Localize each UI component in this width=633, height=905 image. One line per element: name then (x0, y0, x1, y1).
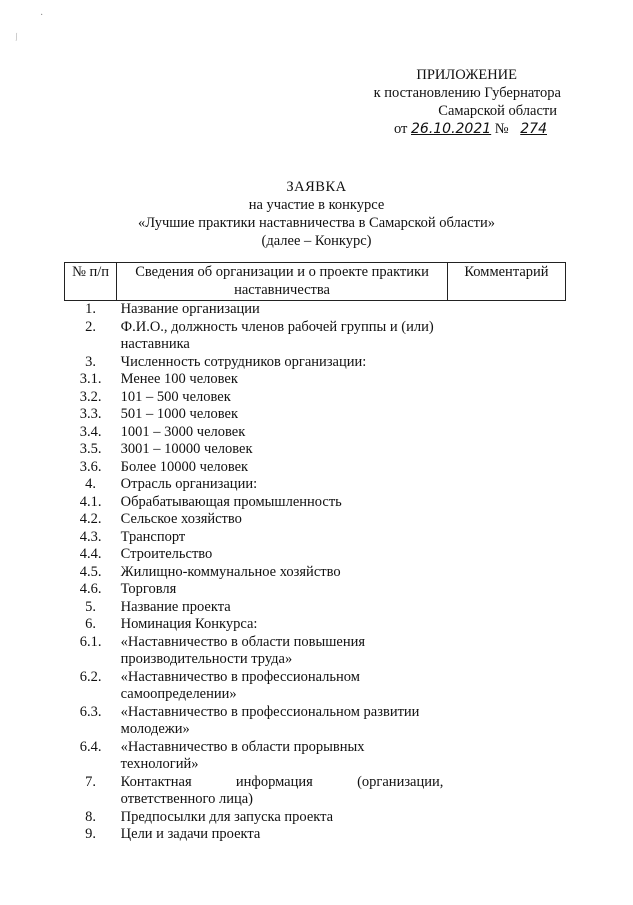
row-comment (447, 476, 565, 494)
row-comment (447, 581, 565, 599)
row-comment (447, 546, 565, 564)
row-text: Торговля (120, 581, 177, 597)
row-text: Более 10000 человек (120, 458, 249, 475)
row-text: Название организации (120, 301, 260, 317)
row-number: 6.3. (79, 703, 102, 720)
row-text: Контактная информация (организации, ответственного лица) (120, 773, 444, 807)
table-row (65, 564, 566, 582)
table-row (65, 704, 566, 739)
row-comment (447, 424, 565, 442)
row-comment (447, 826, 565, 844)
row-number: 3.6. (79, 458, 102, 475)
application-table (64, 262, 566, 844)
table-row (65, 459, 566, 477)
appendix-line-1: к постановлению Губернатора (373, 85, 561, 101)
table-row (65, 319, 566, 354)
row-text: Предпосылки для запуска проекта (120, 808, 334, 825)
table-row (65, 354, 566, 372)
row-comment (447, 459, 565, 477)
table-header-row (65, 263, 566, 301)
row-number: 8. (85, 808, 97, 825)
row-text: Номинация Конкурса: (120, 616, 258, 632)
appendix-line-2: Самарской области (438, 103, 557, 119)
row-number: 2. (85, 318, 97, 335)
table-row (65, 389, 566, 407)
row-number: 4.3. (79, 528, 102, 545)
row-number: 3. (85, 353, 97, 370)
heading-line-3: (далее – Конкурс) (261, 233, 372, 249)
table-body (65, 301, 566, 844)
table-row (65, 809, 566, 827)
handwritten-number: 274 (520, 121, 547, 137)
row-comment (447, 616, 565, 634)
row-text: Жилищно-коммунальное хозяйство (120, 563, 341, 580)
row-number: 6.4. (79, 738, 102, 755)
row-comment (447, 354, 565, 372)
row-text: «Наставничество в области повышения производительности труда» (120, 633, 366, 667)
table-row (65, 739, 566, 774)
row-text: Численность сотрудников организации: (120, 353, 367, 370)
table-row (65, 511, 566, 529)
row-text: Обрабатывающая промышленность (120, 493, 342, 510)
row-comment (447, 406, 565, 424)
row-text: Название проекта (120, 598, 231, 615)
row-text: Менее 100 человек (120, 371, 238, 387)
row-comment (447, 704, 565, 739)
row-number: 3.5. (79, 441, 102, 457)
row-number: 7. (85, 773, 97, 790)
date-prefix: от (393, 121, 408, 137)
row-comment (447, 634, 565, 669)
row-text: «Наставничество в профессиональном развитии молодежи» (120, 703, 420, 737)
row-number: 3.4. (79, 423, 102, 440)
row-comment (447, 494, 565, 512)
scan-mark-pen: ⁄ (13, 32, 21, 43)
row-text: 3001 – 10000 человек (120, 441, 253, 457)
row-number: 4.4. (79, 546, 102, 562)
table-row (65, 581, 566, 599)
row-number: 4.2. (79, 511, 102, 527)
table-row (65, 371, 566, 389)
handwritten-date: 26.10.2021 (411, 121, 492, 137)
header-info: Сведения об организации и о проекте практики наставничества (117, 263, 448, 301)
row-number: 6. (85, 616, 97, 632)
row-comment (447, 809, 565, 827)
row-number: 3.2. (79, 388, 102, 405)
table-row (65, 529, 566, 547)
heading-line-1: на участие в конкурсе (248, 197, 385, 213)
appendix-date-line (374, 120, 561, 138)
number-prefix: № (494, 121, 509, 137)
row-text: «Наставничество в области прорывных технологий» (120, 738, 365, 772)
heading-line-2: «Лучшие практики наставничества в Самарской области» (137, 215, 496, 231)
table-row (65, 406, 566, 424)
row-number: 6.2. (79, 668, 102, 685)
table-row (65, 424, 566, 442)
table-row (65, 494, 566, 512)
table-row (65, 301, 566, 319)
row-text: Строительство (120, 546, 213, 562)
table-row (65, 616, 566, 634)
row-number: 6.1. (79, 633, 102, 650)
row-number: 3.1. (79, 371, 102, 387)
row-number: 3.3. (79, 406, 102, 422)
row-comment (447, 301, 565, 319)
appendix-block (374, 66, 561, 138)
row-text: Ф.И.О., должность членов рабочей группы и (или) наставника (120, 318, 434, 352)
row-comment (447, 441, 565, 459)
row-comment (447, 564, 565, 582)
row-comment (447, 599, 565, 617)
document-heading (0, 178, 633, 250)
row-comment (447, 319, 565, 354)
row-comment (447, 529, 565, 547)
row-number: 4.5. (79, 563, 102, 580)
row-comment (447, 511, 565, 529)
row-comment (447, 669, 565, 704)
row-comment (447, 774, 565, 809)
row-text: 1001 – 3000 человек (120, 423, 246, 440)
document-title: ЗАЯВКА (286, 179, 347, 195)
table-row (65, 826, 566, 844)
row-number: 4.1. (79, 493, 102, 510)
scan-mark-top: · (40, 10, 44, 21)
row-number: 5. (85, 598, 97, 615)
row-number: 4.6. (79, 581, 102, 597)
appendix-title: ПРИЛОЖЕНИЕ (416, 67, 517, 83)
row-number: 4. (85, 476, 97, 492)
table-row (65, 599, 566, 617)
row-number: 1. (85, 301, 97, 317)
table-row (65, 546, 566, 564)
row-text: 101 – 500 человек (120, 388, 231, 405)
header-num: № п/п (65, 263, 117, 301)
row-comment (447, 389, 565, 407)
row-number: 9. (85, 826, 97, 842)
row-text: Сельское хозяйство (120, 511, 242, 527)
row-text: Транспорт (120, 528, 186, 545)
row-text: Цели и задачи проекта (120, 826, 261, 842)
row-text: 501 – 1000 человек (120, 406, 238, 422)
row-comment (447, 371, 565, 389)
table-row (65, 669, 566, 704)
row-comment (447, 739, 565, 774)
table-row (65, 441, 566, 459)
header-comment: Комментарий (447, 263, 565, 301)
row-text: «Наставничество в профессиональном самоопределении» (120, 668, 360, 702)
table-row (65, 476, 566, 494)
table-row (65, 634, 566, 669)
table-row (65, 774, 566, 809)
row-text: Отрасль организации: (120, 476, 258, 492)
